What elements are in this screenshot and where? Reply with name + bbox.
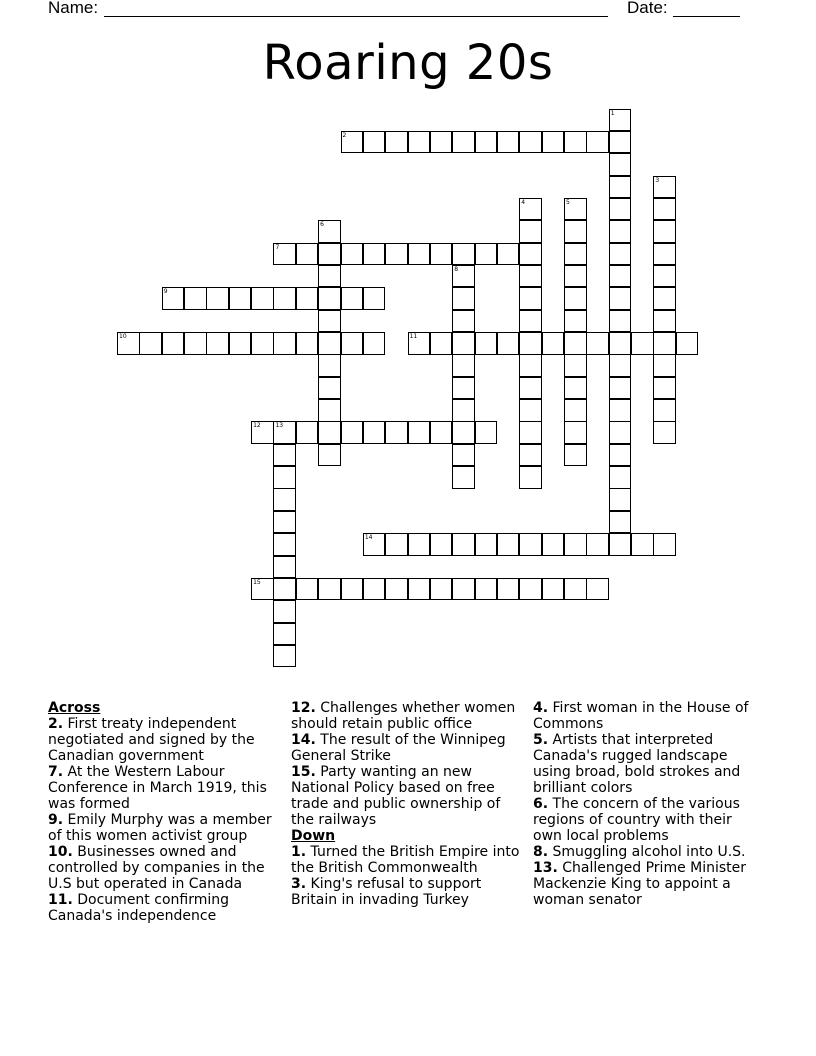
crossword-cell[interactable] — [296, 287, 319, 310]
crossword-cell[interactable] — [184, 332, 207, 355]
crossword-cell[interactable] — [184, 287, 207, 310]
clue-down-5: 5. Artists that interpreted Canada's rugged landscape using broad, bold strokes and brilliant colors — [533, 732, 741, 796]
crossword-cell[interactable] — [452, 131, 475, 154]
clue-across-15: 15. Party wanting an new National Policy based on free trade and public ownership of the railways — [291, 764, 501, 828]
crossword-cell[interactable] — [452, 310, 475, 333]
clue-number-label: 1 — [610, 109, 615, 117]
clue-across-2: 2. First treaty independent negotiated and signed by the Canadian government — [48, 716, 255, 764]
crossword-cell[interactable] — [430, 533, 453, 556]
crossword-cell[interactable] — [296, 332, 319, 355]
crossword-cell[interactable] — [273, 645, 296, 668]
crossword-cell[interactable] — [564, 444, 587, 467]
crossword-cell[interactable] — [452, 287, 475, 310]
clue-number-label: 11 — [409, 333, 418, 340]
crossword-cell[interactable] — [653, 332, 676, 355]
crossword-cell[interactable] — [452, 377, 475, 400]
crossword-cell[interactable] — [318, 243, 341, 266]
clue-number-label: 12 — [253, 422, 261, 430]
clue-number-label: 15 — [253, 578, 261, 586]
crossword-cell[interactable] — [430, 421, 453, 444]
crossword-cell[interactable] — [273, 421, 296, 444]
clue-number-label: 10 — [119, 333, 127, 340]
crossword-cell[interactable] — [273, 332, 296, 355]
crossword-cell[interactable] — [452, 354, 475, 377]
clue-number-label: 3 — [655, 176, 660, 184]
crossword-cell[interactable] — [497, 131, 520, 154]
crossword-cell[interactable] — [318, 578, 341, 601]
crossword-cell[interactable] — [653, 176, 676, 199]
crossword-cell[interactable] — [519, 131, 542, 154]
crossword-cell[interactable] — [653, 354, 676, 377]
crossword-cell[interactable] — [564, 399, 587, 422]
crossword-cell[interactable] — [609, 310, 632, 333]
crossword-cell[interactable] — [609, 332, 632, 355]
crossword-cell[interactable] — [273, 466, 296, 489]
crossword-cell[interactable] — [296, 243, 319, 266]
crossword-cell[interactable] — [273, 488, 296, 511]
crossword-cell[interactable] — [139, 332, 162, 355]
crossword-cell[interactable] — [430, 332, 453, 355]
crossword-cell[interactable] — [609, 533, 632, 556]
crossword-cell[interactable] — [564, 533, 587, 556]
crossword-cell[interactable] — [251, 421, 274, 444]
crossword-cell[interactable] — [452, 533, 475, 556]
crossword-cell[interactable] — [609, 488, 632, 511]
clues-column-3 — [533, 700, 765, 908]
crossword-cell[interactable] — [609, 153, 632, 176]
crossword-cell[interactable] — [452, 466, 475, 489]
crossword-cell[interactable] — [452, 399, 475, 422]
crossword-cell[interactable] — [408, 332, 431, 355]
crossword-cell[interactable] — [430, 578, 453, 601]
crossword-cell[interactable] — [318, 399, 341, 422]
crossword-cell[interactable] — [385, 533, 408, 556]
clue-down-13: 13. Challenged Prime Minister Mackenzie King to appoint a woman senator — [533, 860, 747, 908]
crossword-cell[interactable] — [408, 243, 431, 266]
crossword-cell[interactable] — [475, 131, 498, 154]
crossword-cell[interactable] — [363, 578, 386, 601]
crossword-cell[interactable] — [363, 131, 386, 154]
crossword-cell[interactable] — [251, 287, 274, 310]
crossword-cell[interactable] — [452, 444, 475, 467]
across-heading: Across — [48, 700, 101, 716]
crossword-cell[interactable] — [586, 332, 609, 355]
crossword-cell[interactable] — [251, 578, 274, 601]
crossword-cell[interactable] — [452, 421, 475, 444]
crossword-cell[interactable] — [653, 377, 676, 400]
crossword-cell[interactable] — [452, 265, 475, 288]
crossword-cell[interactable] — [564, 354, 587, 377]
crossword-cell[interactable] — [653, 533, 676, 556]
crossword-cell[interactable] — [229, 287, 252, 310]
crossword-cell[interactable] — [162, 287, 185, 310]
crossword-cell[interactable] — [162, 332, 185, 355]
crossword-cell[interactable] — [497, 533, 520, 556]
crossword-cell[interactable] — [296, 578, 319, 601]
crossword-cell[interactable] — [206, 332, 229, 355]
crossword-cell[interactable] — [229, 332, 252, 355]
clue-across-11: 11. Document confirming Canada's independence — [48, 892, 229, 924]
crossword-cell[interactable] — [363, 533, 386, 556]
crossword-cell[interactable] — [653, 220, 676, 243]
crossword-cell[interactable] — [542, 578, 565, 601]
clue-down-1: 1. Turned the British Empire into the British Commonwealth — [291, 844, 520, 876]
crossword-cell[interactable] — [318, 310, 341, 333]
crossword-cell[interactable] — [519, 466, 542, 489]
crossword-cell[interactable] — [631, 533, 654, 556]
crossword-cell[interactable] — [586, 578, 609, 601]
crossword-cell[interactable] — [586, 533, 609, 556]
crossword-cell[interactable] — [564, 332, 587, 355]
crossword-cell[interactable] — [363, 243, 386, 266]
crossword-cell[interactable] — [519, 377, 542, 400]
crossword-cell[interactable] — [475, 421, 498, 444]
crossword-cell[interactable] — [296, 421, 319, 444]
crossword-cell[interactable] — [519, 399, 542, 422]
crossword-cell[interactable] — [542, 332, 565, 355]
crossword-cell[interactable] — [273, 623, 296, 646]
crossword-cell[interactable] — [452, 578, 475, 601]
crossword-cell[interactable] — [631, 332, 654, 355]
crossword-cell[interactable] — [273, 243, 296, 266]
crossword-cell[interactable] — [408, 421, 431, 444]
crossword-cell[interactable] — [609, 444, 632, 467]
clue-across-12: 12. Challenges whether women should retain public office — [291, 700, 516, 732]
crossword-cell[interactable] — [609, 466, 632, 489]
clue-across-10: 10. Businesses owned and controlled by companies in the U.S but operated in Canada — [48, 844, 265, 892]
crossword-cell[interactable] — [564, 310, 587, 333]
crossword-cell[interactable] — [653, 265, 676, 288]
crossword-cell[interactable] — [117, 332, 140, 355]
crossword-cell[interactable] — [609, 176, 632, 199]
crossword-cell[interactable] — [609, 354, 632, 377]
crossword-cell[interactable] — [475, 533, 498, 556]
crossword-cell[interactable] — [273, 444, 296, 467]
crossword-cell[interactable] — [653, 243, 676, 266]
crossword-cell[interactable] — [452, 332, 475, 355]
crossword-cell[interactable] — [519, 287, 542, 310]
crossword-cell[interactable] — [497, 578, 520, 601]
crossword-cell[interactable] — [609, 220, 632, 243]
crossword-cell[interactable] — [385, 131, 408, 154]
crossword-cell[interactable] — [609, 399, 632, 422]
crossword-cell[interactable] — [273, 600, 296, 623]
crossword-cell[interactable] — [653, 310, 676, 333]
crossword-cell[interactable] — [609, 109, 632, 132]
crossword-cell[interactable] — [609, 287, 632, 310]
crossword-cell[interactable] — [519, 198, 542, 221]
crossword-cell[interactable] — [430, 243, 453, 266]
crossword-cell[interactable] — [542, 533, 565, 556]
crossword-cell[interactable] — [676, 332, 699, 355]
crossword-cell[interactable] — [273, 578, 296, 601]
crossword-cell[interactable] — [251, 332, 274, 355]
crossword-cell[interactable] — [519, 243, 542, 266]
crossword-cell[interactable] — [341, 578, 364, 601]
crossword-cell[interactable] — [519, 354, 542, 377]
name-label: Name: — [48, 0, 99, 17]
crossword-cell[interactable] — [341, 421, 364, 444]
crossword-cell[interactable] — [341, 131, 364, 154]
crossword-cell[interactable] — [430, 131, 453, 154]
clue-down-4: 4. First woman in the House of Commons — [533, 700, 749, 732]
crossword-cell[interactable] — [609, 421, 632, 444]
crossword-cell[interactable] — [273, 533, 296, 556]
crossword-cell[interactable] — [653, 287, 676, 310]
crossword-cell[interactable] — [564, 243, 587, 266]
crossword-cell[interactable] — [564, 287, 587, 310]
crossword-cell[interactable] — [408, 533, 431, 556]
crossword-cell[interactable] — [564, 265, 587, 288]
clue-number-label: 7 — [275, 243, 280, 251]
crossword-cell[interactable] — [273, 511, 296, 534]
clue-number-label: 5 — [566, 198, 570, 206]
crossword-cell[interactable] — [318, 354, 341, 377]
crossword-cell[interactable] — [609, 131, 632, 154]
crossword-cell[interactable] — [363, 421, 386, 444]
down-heading: Down — [291, 828, 336, 844]
crossword-cell[interactable] — [318, 265, 341, 288]
crossword-cell[interactable] — [609, 198, 632, 221]
crossword-cell[interactable] — [273, 287, 296, 310]
crossword-cell[interactable] — [318, 332, 341, 355]
puzzle-title: Roaring 20s — [262, 35, 554, 91]
crossword-cell[interactable] — [363, 287, 386, 310]
crossword-cell[interactable] — [609, 511, 632, 534]
crossword-cell[interactable] — [206, 287, 229, 310]
crossword-cell[interactable] — [586, 131, 609, 154]
crossword-cell[interactable] — [341, 332, 364, 355]
clue-number-label: 13 — [275, 422, 284, 430]
crossword-cell[interactable] — [564, 198, 587, 221]
crossword-cell[interactable] — [385, 421, 408, 444]
clue-across-9: 9. Emily Murphy was a member of this women activist group — [48, 812, 272, 844]
crossword-cell[interactable] — [609, 243, 632, 266]
crossword-cell[interactable] — [609, 377, 632, 400]
clue-number-label: 8 — [454, 265, 459, 273]
crossword-cell[interactable] — [318, 421, 341, 444]
clue-across-14: 14. The result of the Winnipeg General Strike — [291, 732, 506, 764]
crossword-cell[interactable] — [519, 421, 542, 444]
crossword-cell[interactable] — [341, 287, 364, 310]
crossword-cell[interactable] — [497, 332, 520, 355]
crossword-cell[interactable] — [519, 444, 542, 467]
crossword-cell[interactable] — [318, 220, 341, 243]
date-label: Date: — [627, 0, 668, 17]
clues-column-2 — [291, 700, 523, 908]
clue-number-label: 4 — [521, 198, 526, 206]
clue-number-label: 14 — [364, 534, 373, 542]
crossword-cell[interactable] — [318, 377, 341, 400]
crossword-cell[interactable] — [519, 332, 542, 355]
crossword-cell[interactable] — [519, 310, 542, 333]
crossword-cell[interactable] — [519, 533, 542, 556]
clues-column-1 — [48, 700, 280, 924]
crossword-cell[interactable] — [318, 287, 341, 310]
crossword-cell[interactable] — [519, 220, 542, 243]
crossword-cell[interactable] — [385, 578, 408, 601]
crossword-cell[interactable] — [564, 421, 587, 444]
crossword-cell[interactable] — [542, 131, 565, 154]
crossword-cell[interactable] — [564, 377, 587, 400]
crossword-cell[interactable] — [408, 131, 431, 154]
crossword-cell[interactable] — [609, 265, 632, 288]
clue-down-8: 8. Smuggling alcohol into U.S. — [533, 844, 746, 860]
crossword-cell[interactable] — [408, 578, 431, 601]
crossword-cell[interactable] — [564, 578, 587, 601]
clue-number-label: 9 — [163, 288, 168, 296]
crossword-cell[interactable] — [475, 243, 498, 266]
crossword-cell[interactable] — [564, 220, 587, 243]
clue-number-label: 6 — [320, 221, 324, 229]
clue-across-7: 7. At the Western Labour Conference in March 1919, this was formed — [48, 764, 267, 812]
crossword-cell[interactable] — [475, 332, 498, 355]
crossword-cell[interactable] — [497, 243, 520, 266]
crossword-cell[interactable] — [653, 399, 676, 422]
clue-down-3: 3. King's refusal to support Britain in invading Turkey — [291, 876, 482, 908]
crossword-cell[interactable] — [385, 243, 408, 266]
crossword-cell[interactable] — [341, 243, 364, 266]
crossword-cell[interactable] — [564, 131, 587, 154]
crossword-cell[interactable] — [318, 444, 341, 467]
crossword-cell[interactable] — [475, 578, 498, 601]
crossword-cell[interactable] — [273, 556, 296, 579]
crossword-cell[interactable] — [653, 198, 676, 221]
clue-number-label: 2 — [342, 131, 347, 139]
crossword-cell[interactable] — [363, 332, 386, 355]
crossword-cell[interactable] — [519, 265, 542, 288]
crossword-cell[interactable] — [653, 421, 676, 444]
crossword-cell[interactable] — [519, 578, 542, 601]
crossword-cell[interactable] — [452, 243, 475, 266]
clue-down-6: 6. The concern of the various regions of country with their own local problems — [533, 796, 740, 844]
